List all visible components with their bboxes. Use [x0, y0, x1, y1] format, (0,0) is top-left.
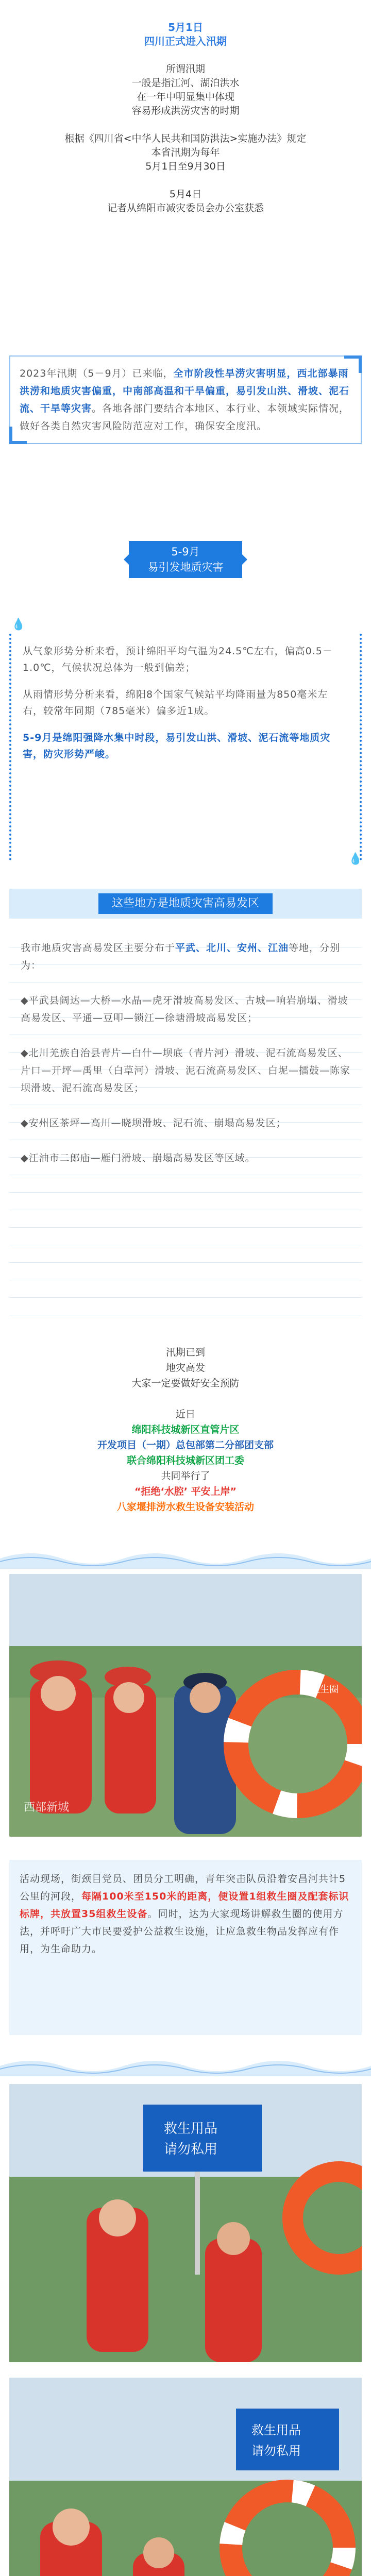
sign-title: 救生用品 [164, 2121, 218, 2137]
organizer-1: 绵阳科技城新区直管片区 [131, 1424, 240, 1435]
weather-paragraph: 从气象形势分析来看，预计绵阳平均气温为24.5℃左右，偏高0.5－1.0℃，气候状况总体为一般到偏差； [23, 646, 333, 673]
intro-line: 所谓汛期 [165, 63, 205, 75]
forecast-box [9, 355, 362, 444]
sign-subtitle: 请勿私用 [164, 2142, 218, 2157]
areas-intro-counties: 平武、北川、安州、江油 [175, 942, 289, 954]
intro-line: 一般是指江河、湖泊洪水 [131, 77, 240, 89]
area-beichuan: ◆北川羌族自治县青片—白什—坝底（青片河）滑坡、泥石流高易发区、片口—开坪—禹里（白草河）滑坡、泥石流高易发区、白坭—擂鼓—陈家坝滑坡、泥石流高易发区； [21, 1047, 351, 1094]
mid-line: 大家一定要做好安全预防 [131, 1378, 240, 1389]
mid-line: 汛期已到 [165, 1347, 205, 1358]
wave-divider [0, 1548, 371, 1569]
water-drop-icon: 💧 [348, 853, 363, 866]
section-title-line: 5-9月 [171, 546, 200, 558]
areas-intro-a: 我市地质灾害高易发区主要分布于 [21, 942, 176, 954]
section-title-line: 易引发地质灾害 [147, 561, 224, 573]
intro-line: 在一年中明显集中体现 [136, 91, 234, 103]
mid-line: 地灾高发 [165, 1362, 205, 1374]
area-anzhou: ◆安州区茶坪—高川—晓坝滑坡、泥石流、崩塌高易发区； [21, 1117, 286, 1129]
weather-analysis-panel [9, 634, 362, 860]
intro-block [0, 21, 371, 215]
risk-period: 5-9月是绵阳强降水集中时段， [23, 732, 166, 743]
sign-title: 救生用品 [251, 2423, 301, 2437]
high-risk-areas-panel [9, 930, 362, 1321]
together-label: 共同举行了 [161, 1470, 210, 1482]
corner-decoration [9, 427, 27, 444]
water-drop-icon: 💧 [11, 618, 26, 631]
intro-headline: 四川正式进入汛期 [144, 35, 227, 47]
section-title-high-risk: 这些地方是地质灾害高易发区 [98, 893, 273, 914]
activity-photo-1 [9, 1574, 362, 1837]
section-banner-may-sept [129, 541, 242, 578]
risk-warning: 易引发山洪、滑坡、泥石流等地质灾害，防灾形势严峻。 [23, 732, 331, 760]
section-band [9, 889, 362, 919]
photo-illustration [9, 2378, 362, 2576]
period-line: 本省汛期为每年 [151, 147, 220, 158]
recent-label: 近日 [175, 1409, 195, 1420]
ring-text: 救生圈 [311, 1684, 339, 1695]
activity-name: 八家堰排涝水救生设备安装活动 [116, 1501, 254, 1513]
law-line: 根据《四川省<中华人民共和国防洪法>实施办法》规定 [64, 133, 307, 144]
forecast-text-a: 2023年汛期（5－9月）已来临， [20, 368, 174, 379]
forecast-text-c: 。各地各部门要结合本地区、本行业、本领域实际情况，做好各类自然灾害风险防范应对工作，确保安全度汛。 [20, 403, 350, 432]
area-jiangyou: ◆江油市二郎庙—雁门滑坡、崩塌高易发区等区域。 [21, 1153, 256, 1164]
activity-intro [0, 1345, 371, 1515]
activity-caption [9, 1860, 362, 2035]
intro-date-2: 5月4日 [169, 189, 202, 200]
organizer-2: 开发项目（一期）总包部第二分部团支部 [97, 1439, 274, 1451]
intro-line: 容易形成洪涝灾害的时期 [131, 105, 240, 116]
reporter-line: 记者从绵阳市减灾委员会办公室获悉 [107, 202, 264, 214]
caption-b: 每隔100米至150米的距离，便设置1组救生圈及配套标识标牌，共放置35组救生设备 [20, 1891, 349, 1920]
caption-a: 活动现场，街颈目党员、团员分工明确，青年突击队员沿着安昌河共计5公里的河段， [20, 1873, 346, 1902]
caption-c: 。同时，达为大家现场讲解救生圈的使用方法，并呼吁广大市民要爱护公益救生设施，让应急救生物品发挥应有作用，为生命助力。 [20, 1908, 344, 1955]
corner-decoration [344, 355, 362, 373]
activity-theme: “拒绝‘水腔’ 平安上岸” [134, 1486, 237, 1497]
organizer-3: 联合绵阳科技城新区团工委 [126, 1455, 244, 1466]
sign-subtitle: 请勿私用 [251, 2444, 301, 2458]
photo-illustration [9, 1574, 362, 1837]
period-dates: 5月1日至9月30日 [145, 161, 226, 172]
wave-divider [0, 2056, 371, 2076]
rainfall-paragraph: 从雨情形势分析来看，绵阳8个国家气候站平均降雨量为850毫米左右，较常年同期（785毫米）偏多近1成。 [23, 689, 328, 717]
area-pingwu: ◆平武县阔达—大桥—水晶—虎牙滑坡高易发区、古城—响岩崩塌、滑坡高易发区、平通—豆叩—锁江—徐塘滑坡高易发区； [21, 995, 348, 1024]
intro-date: 5月1日 [168, 21, 203, 33]
activity-photo-2 [9, 2084, 362, 2362]
photo-illustration [9, 2084, 362, 2362]
forecast-text-b: 全市阶段性旱涝灾害明显，西北部暴雨洪涝和地质灾害偏重，中南部高温和干旱偏重，易引发山洪、滑坡、泥石流、干旱等灾害 [20, 368, 350, 414]
photo-watermark: 西部新城 [24, 1801, 70, 1814]
activity-photo-3 [9, 2378, 362, 2576]
areas-intro-c: 等地，分别为： [21, 942, 341, 971]
